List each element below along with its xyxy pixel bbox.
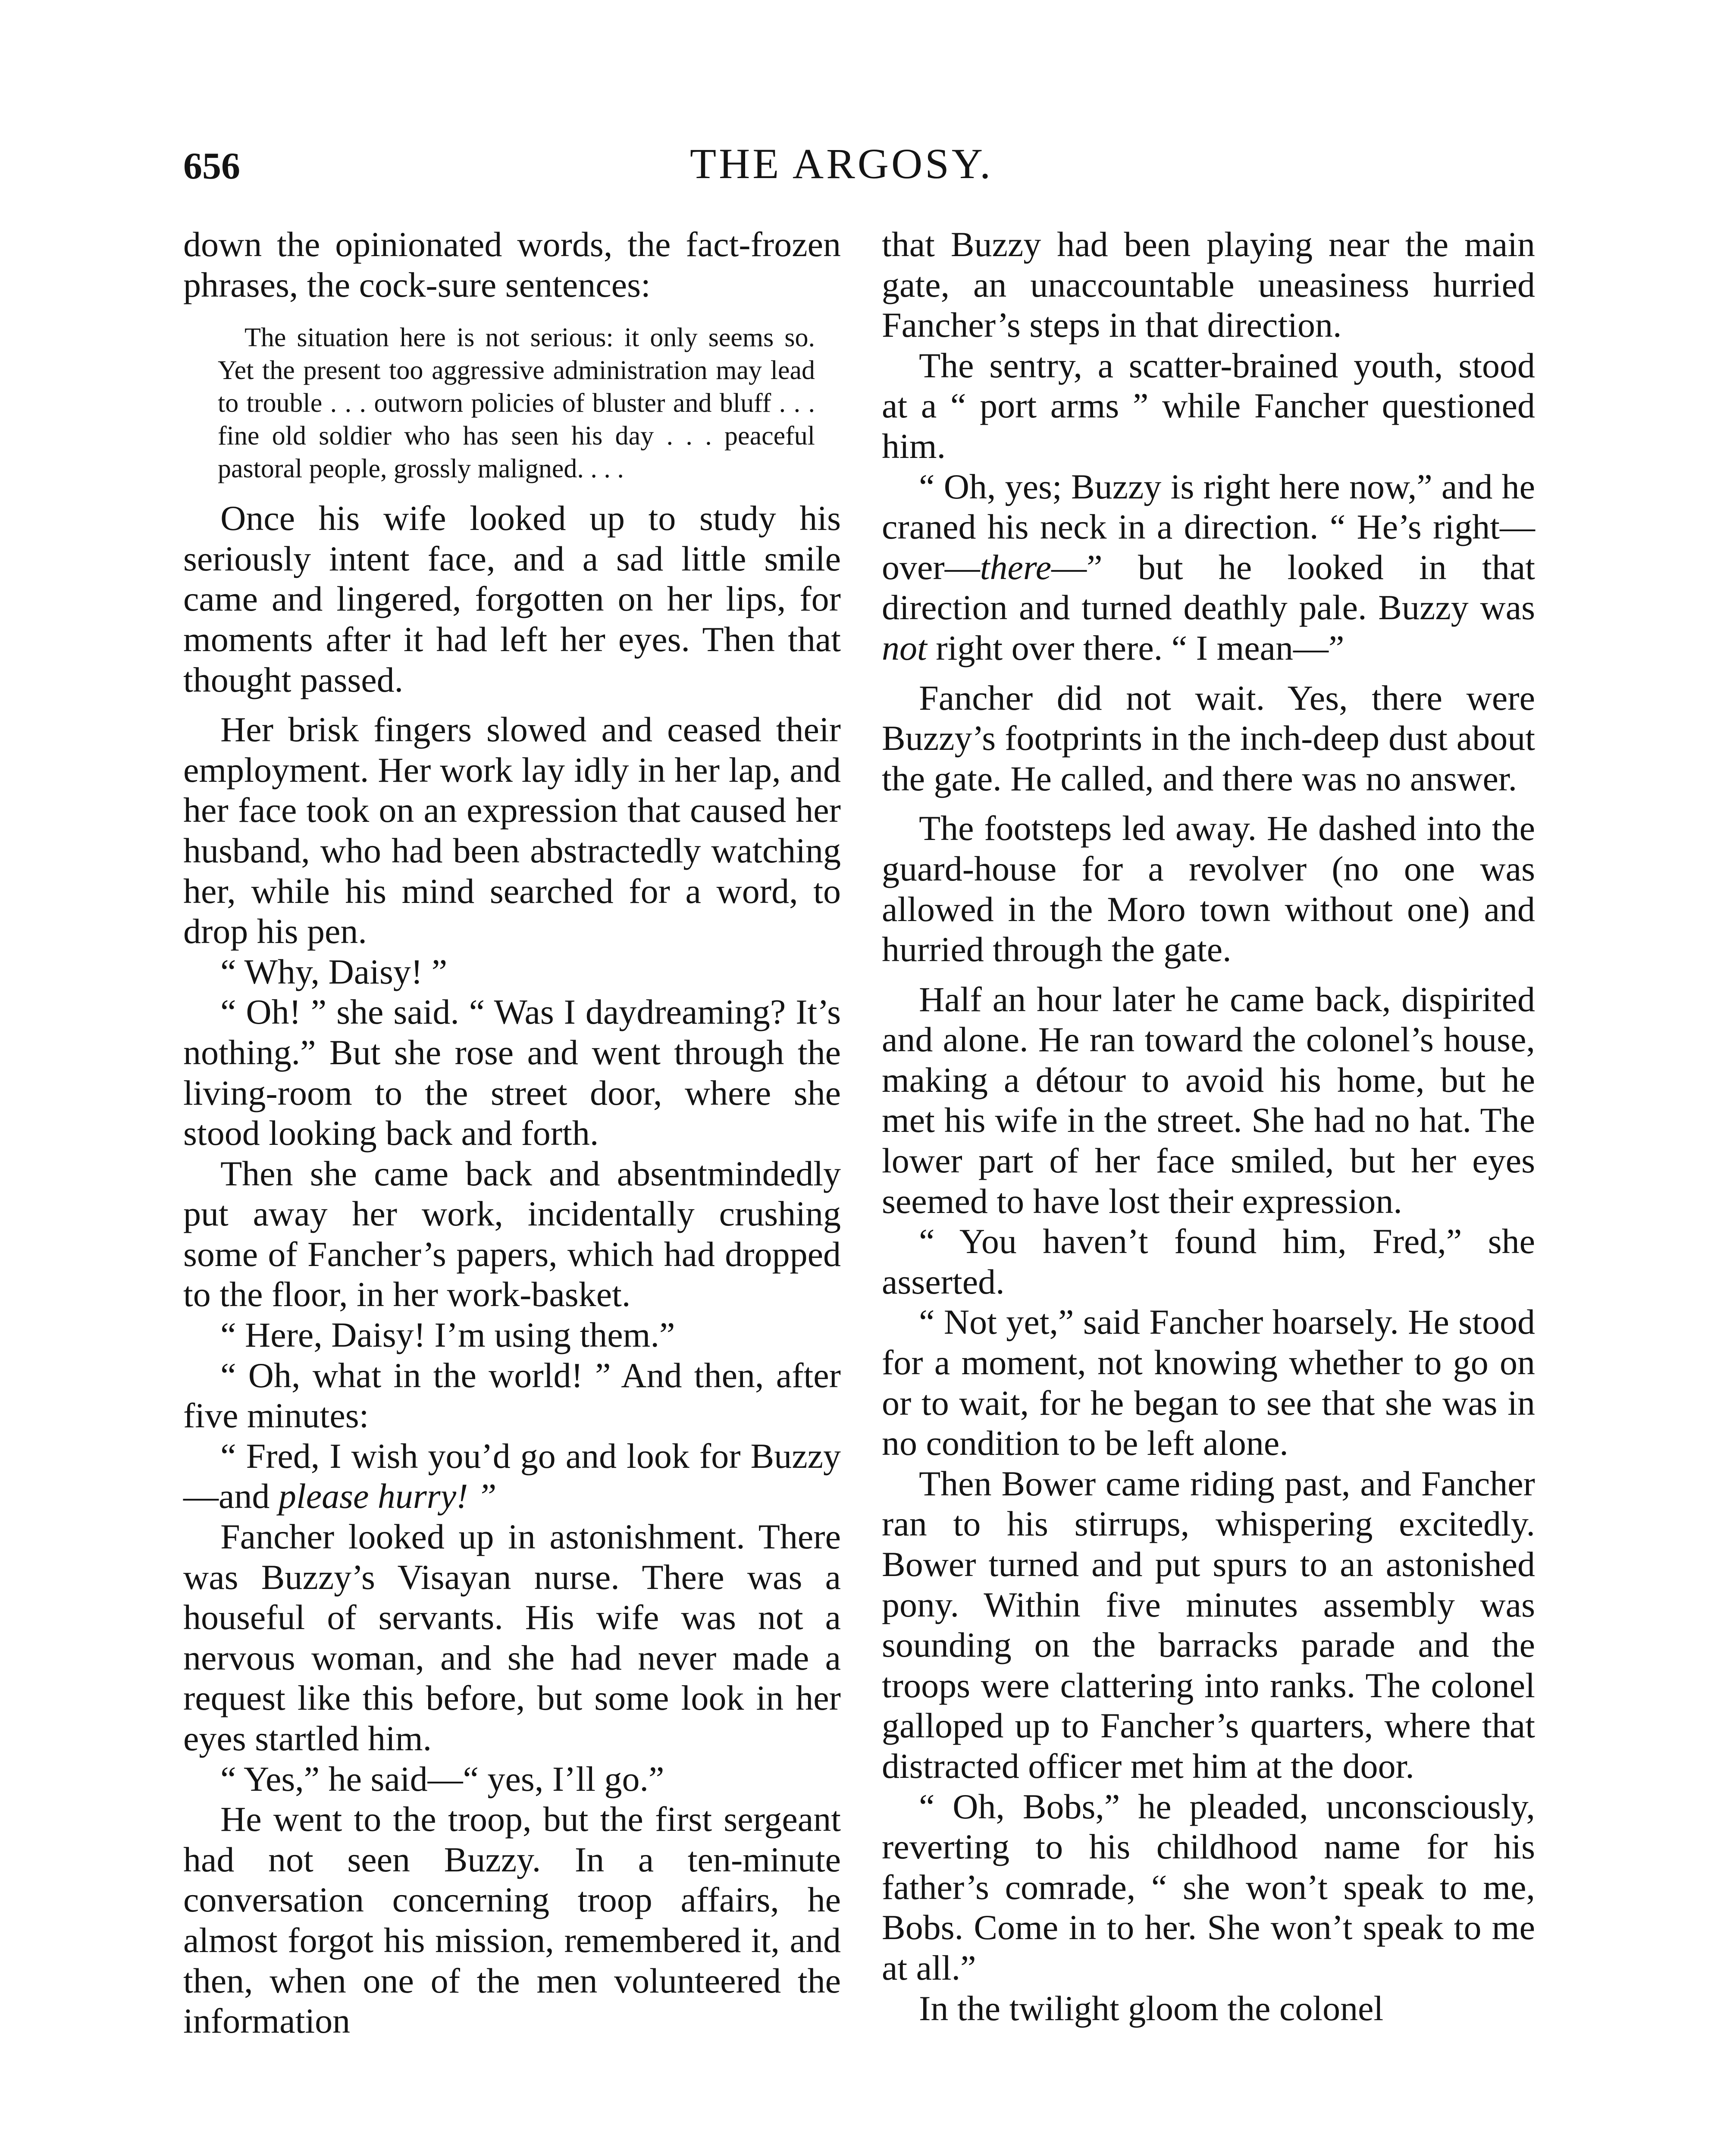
paragraph: “ Not yet,” said Fancher hoarsely. He stood for a moment, not knowing whether to go on or to wait, for he began to see that she was in no condition to be left alone. [882,1302,1535,1463]
paragraph-text: “ Fred, I wish you’d go and look for Buzzy—and [183,1436,841,1516]
paragraph: The footsteps led away. He dashed into the guard-house for a revolver (no one was allowed in the Moro town without one) and hurried through the gate. [882,808,1535,969]
paragraph: Her brisk fingers slowed and ceased their employment. Her work lay idly in her lap, and her face took on an expression that caused her husband, who had been abstractedly watching her, while his mind searched for a word, to drop his pen. [183,710,841,951]
paragraph-text: —” but he looked in that direction and turned deathly pale. Buzzy was [882,547,1535,627]
paragraph: “ Oh, Bobs,” he pleaded, unconsciously, reverting to his childhood name for his father’s comrade, “ she won’t speak to me, Bobs. Come in to her. She won’t speak to me at all.” [882,1786,1535,1987]
emphasis-text: please hurry! ” [278,1476,497,1516]
paragraph: down the opinionated words, the fact-frozen phrases, the cock-sure sentences: [183,225,841,304]
paragraph: Then Bower came riding past, and Fancher ran to his stirrups, whispering excitedly. Bower turned and put spurs to an astonished pony. Within five minutes assembly was sounding on the barracks parade and the troops were clattering into ranks. The colonel galloped up to Fancher’s quarters, where that distracted officer met him at the door. [882,1463,1535,1786]
emphasis-text: not [882,628,927,667]
emphasis-text: there [980,547,1052,587]
left-column [183,224,841,2041]
page-number: 656 [183,145,240,187]
paragraph-text: right over there. “ I mean—” [927,628,1344,667]
running-title: THE ARGOSY. [690,140,993,188]
paragraph: Then she came back and absentmindedly put away her work, incidentally crushing some of Fancher’s papers, which had dropped to the floor, in her work-basket. [183,1153,841,1314]
block-quote [218,321,815,485]
paragraph [882,467,1535,668]
paragraph: “ You haven’t found him, Fred,” she asserted. [882,1222,1535,1301]
paragraph: “ Oh, what in the world! ” And then, after five minutes: [183,1355,841,1435]
paragraph: Half an hour later he came back, dispirited and alone. He ran toward the colonel’s house, making a détour to avoid his home, but he met his wife in the street. She had no hat. The lower part of her face smiled, but her eyes seemed to have lost their expression. [882,979,1535,1221]
paragraph [183,1436,841,1517]
paragraph: Once his wife looked up to study his seriously intent face, and a sad little smile came and lingered, forgotten on her lips, for moments after it had left her eyes. Then that thought passed. [183,498,841,699]
paragraph: Fancher looked up in astonishment. There was Buzzy’s Visayan nurse. There was a houseful of servants. His wife was not a nervous woman, and she had never made a request like this before, but some look in her eyes startled him. [183,1517,841,1758]
page-header [0,0,1711,241]
paragraph: “ Oh! ” she said. “ Was I daydreaming? It’s nothing.” But she rose and went through the living-room to the street door, where she stood looking back and forth. [183,992,841,1153]
quote-text: The situation here is not serious: it only seems so. Yet the present too aggressive administration may lead to trouble . . . outworn policies of bluster and bluff . . . fine old soldier who has seen his day . . . peaceful pastoral people, grossly maligned. . . . [218,323,815,484]
paragraph: “ Why, Daisy! ” [220,952,448,991]
paragraph: “ Here, Daisy! I’m using them.” [220,1315,675,1355]
paragraph: He went to the troop, but the first sergeant had not seen Buzzy. In a ten-minute conversation concerning troop affairs, he almost forgot his mission, remembered it, and then, when one of the men volunteered the information [183,1799,841,2041]
right-column [882,224,1535,2028]
paragraph: Fancher did not wait. Yes, there were Buzzy’s footprints in the inch-deep dust about the gate. He called, and there was no answer. [882,678,1535,798]
paragraph: In the twilight gloom the colonel [919,1988,1384,2028]
paragraph: The sentry, a scatter-brained youth, stood at a “ port arms ” while Fancher questioned him. [882,345,1535,466]
paragraph: “ Yes,” he said—“ yes, I’ll go.” [220,1759,664,1799]
paragraph: that Buzzy had been playing near the main gate, an unaccountable uneasiness hurried Fancher’s steps in that direction. [882,225,1535,345]
paragraph-text: “ Oh, yes; Buzzy is right here now,” and he craned his neck in a direction. “ He’s right—over— [882,467,1535,587]
